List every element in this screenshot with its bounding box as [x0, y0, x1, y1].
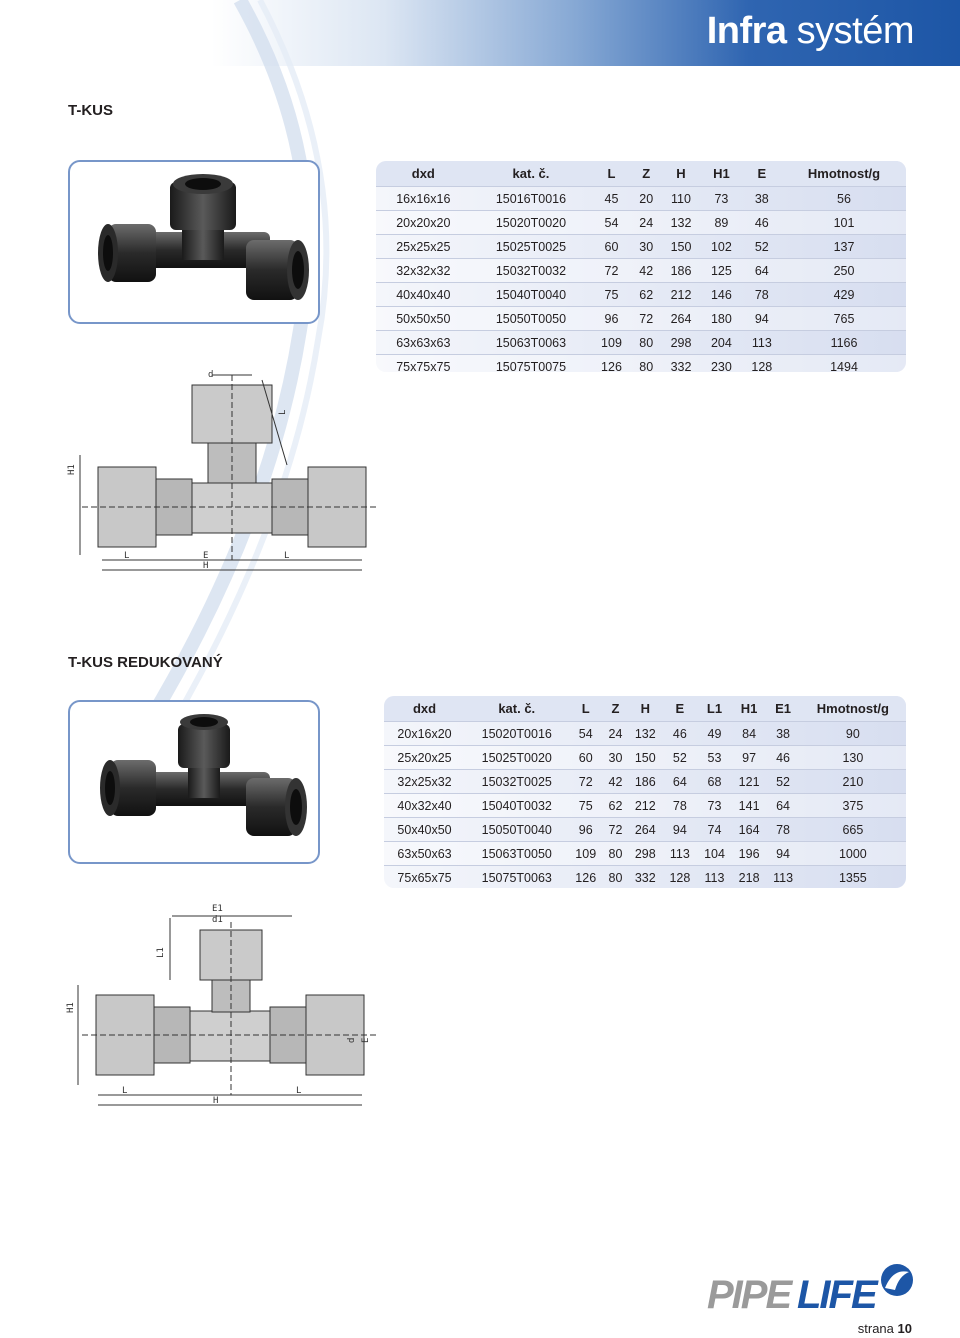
table-cell: 38: [766, 722, 799, 746]
table-cell: 375: [800, 794, 906, 818]
table-cell: 180: [701, 307, 741, 331]
table-cell: 52: [742, 235, 782, 259]
page-header: [0, 0, 960, 66]
table-cell: 15025T0020: [465, 746, 568, 770]
table-cell: 64: [663, 770, 698, 794]
table-cell: 15063T0063: [471, 331, 592, 355]
column-header: Hmotnost/g: [800, 696, 906, 722]
table-cell: 150: [661, 235, 701, 259]
table-cell: 109: [591, 331, 631, 355]
table-cell: 62: [603, 794, 628, 818]
table-cell: 230: [701, 355, 741, 373]
table-cell: 250: [782, 259, 906, 283]
table-cell: 20x20x20: [376, 211, 471, 235]
dim-label-h: H: [203, 561, 209, 571]
table-cell: 665: [800, 818, 906, 842]
table-cell: 78: [742, 283, 782, 307]
column-header: L: [568, 696, 603, 722]
table-cell: 50x50x50: [376, 307, 471, 331]
table-cell: 332: [628, 866, 663, 889]
dim-label-e1: E1: [212, 904, 223, 914]
table-cell: 113: [766, 866, 799, 889]
table-cell: 15032T0025: [465, 770, 568, 794]
svg-text:LIFE: LIFE: [797, 1273, 876, 1314]
table-cell: 126: [568, 866, 603, 889]
dim-label-d1: d1: [212, 915, 223, 925]
table-cell: 15040T0032: [465, 794, 568, 818]
table-row: [376, 235, 906, 259]
table-row: [376, 259, 906, 283]
table-cell: 72: [632, 307, 661, 331]
section-title-t-kus-redukovany: T-KUS REDUKOVANÝ: [68, 654, 223, 671]
table-cell: 80: [603, 842, 628, 866]
table-cell: 132: [661, 211, 701, 235]
t-kus-redukovany-table: [384, 696, 906, 888]
table-cell: 54: [591, 211, 631, 235]
table-cell: 80: [632, 331, 661, 355]
table-row: [384, 842, 906, 866]
t-kus-technical-drawing: [62, 355, 382, 580]
table-cell: 62: [632, 283, 661, 307]
table-row: [376, 307, 906, 331]
table-cell: 218: [732, 866, 767, 889]
table-cell: 109: [568, 842, 603, 866]
table-cell: 113: [742, 331, 782, 355]
table-cell: 94: [663, 818, 698, 842]
table-cell: 64: [742, 259, 782, 283]
table-cell: 24: [603, 722, 628, 746]
column-header: E: [663, 696, 698, 722]
column-header: E1: [766, 696, 799, 722]
section-title-t-kus: T-KUS: [68, 102, 113, 119]
dim-label-h-reduced: H: [213, 1096, 219, 1106]
table-cell: 20: [632, 187, 661, 211]
table-cell: 210: [800, 770, 906, 794]
table-cell: 42: [603, 770, 628, 794]
table-cell: 20x16x20: [384, 722, 465, 746]
table-cell: 15075T0075: [471, 355, 592, 373]
table-cell: 80: [632, 355, 661, 373]
table-cell: 25x20x25: [384, 746, 465, 770]
table-cell: 42: [632, 259, 661, 283]
column-header: kat. č.: [465, 696, 568, 722]
table-row: [376, 331, 906, 355]
table-row: [376, 283, 906, 307]
product-image-frame-reduced: [68, 700, 320, 864]
table-row: [376, 211, 906, 235]
table-row: [384, 794, 906, 818]
table-row: [384, 722, 906, 746]
table-cell: 126: [591, 355, 631, 373]
table-cell: 15032T0032: [471, 259, 592, 283]
dim-label-l: L: [278, 409, 288, 415]
table-cell: 68: [697, 770, 732, 794]
column-header: L1: [697, 696, 732, 722]
table-cell: 52: [663, 746, 698, 770]
table-cell: 102: [701, 235, 741, 259]
table-cell: 186: [661, 259, 701, 283]
table-cell: 101: [782, 211, 906, 235]
dim-label-l-left: L: [124, 551, 130, 561]
dim-label-h1-reduced: H1: [66, 1002, 76, 1013]
table-cell: 186: [628, 770, 663, 794]
page-label: strana: [857, 1321, 894, 1336]
table-cell: 104: [697, 842, 732, 866]
column-header: H: [628, 696, 663, 722]
table-cell: 40x32x40: [384, 794, 465, 818]
table-cell: 164: [732, 818, 767, 842]
table-cell: 15020T0020: [471, 211, 592, 235]
table-cell: 30: [603, 746, 628, 770]
table-cell: 298: [661, 331, 701, 355]
table-cell: 96: [591, 307, 631, 331]
table-cell: 75x75x75: [376, 355, 471, 373]
table-cell: 196: [732, 842, 767, 866]
table-cell: 15025T0025: [471, 235, 592, 259]
table-cell: 38: [742, 187, 782, 211]
table-cell: 212: [661, 283, 701, 307]
table-cell: 50x40x50: [384, 818, 465, 842]
dim-label-l-right: L: [284, 551, 290, 561]
table-row: [376, 187, 906, 211]
table-cell: 72: [591, 259, 631, 283]
table-cell: 56: [782, 187, 906, 211]
table-cell: 1000: [800, 842, 906, 866]
table-cell: 298: [628, 842, 663, 866]
table-cell: 90: [800, 722, 906, 746]
table-cell: 16x16x16: [376, 187, 471, 211]
table-cell: 150: [628, 746, 663, 770]
page-number: [858, 1321, 912, 1336]
table-cell: 24: [632, 211, 661, 235]
table-cell: 429: [782, 283, 906, 307]
column-header: E: [742, 161, 782, 187]
table-cell: 46: [663, 722, 698, 746]
table-row: [384, 770, 906, 794]
table-cell: 137: [782, 235, 906, 259]
table-cell: 60: [591, 235, 631, 259]
dim-label-l1: L1: [156, 947, 166, 958]
table-cell: 75x65x75: [384, 866, 465, 889]
table-row: [384, 746, 906, 770]
dim-label-e: E: [203, 551, 209, 561]
table-cell: 80: [603, 866, 628, 889]
table-cell: 25x25x25: [376, 235, 471, 259]
column-header: L: [591, 161, 631, 187]
column-header: Z: [632, 161, 661, 187]
table-cell: 765: [782, 307, 906, 331]
table-cell: 110: [661, 187, 701, 211]
table-cell: 46: [742, 211, 782, 235]
table-cell: 1494: [782, 355, 906, 373]
table-cell: 15075T0063: [465, 866, 568, 889]
table-cell: 113: [663, 842, 698, 866]
t-kus-table: [376, 161, 906, 372]
table-cell: 63x50x63: [384, 842, 465, 866]
table-cell: 15050T0040: [465, 818, 568, 842]
brand-bold: Infra: [706, 10, 787, 52]
table-cell: 49: [697, 722, 732, 746]
table-cell: 15016T0016: [471, 187, 592, 211]
header-title: [707, 10, 914, 53]
table-cell: 204: [701, 331, 741, 355]
table-cell: 46: [766, 746, 799, 770]
table-cell: 264: [628, 818, 663, 842]
dim-label-l-left-reduced: L: [122, 1086, 128, 1096]
table-cell: 94: [742, 307, 782, 331]
dim-label-d-reduced: d: [347, 1037, 357, 1043]
table-cell: 32x32x32: [376, 259, 471, 283]
table-cell: 40x40x40: [376, 283, 471, 307]
table-cell: 72: [568, 770, 603, 794]
table-cell: 63x63x63: [376, 331, 471, 355]
table-cell: 53: [697, 746, 732, 770]
table-cell: 45: [591, 187, 631, 211]
table-cell: 94: [766, 842, 799, 866]
table-cell: 15050T0050: [471, 307, 592, 331]
table-cell: 15063T0050: [465, 842, 568, 866]
table-cell: 73: [701, 187, 741, 211]
table-cell: 15040T0040: [471, 283, 592, 307]
table-cell: 125: [701, 259, 741, 283]
pipelife-logo: [705, 1262, 921, 1314]
page-number-value: 10: [897, 1321, 912, 1336]
dim-label-l-right-reduced: L: [296, 1086, 302, 1096]
table-cell: 128: [742, 355, 782, 373]
table-cell: 146: [701, 283, 741, 307]
reduced-t-piece-photo: [70, 702, 318, 862]
column-header: dxd: [376, 161, 471, 187]
table-row: [384, 866, 906, 889]
table-cell: 132: [628, 722, 663, 746]
table-row: [376, 355, 906, 373]
table-cell: 78: [766, 818, 799, 842]
table-cell: 1355: [800, 866, 906, 889]
table-cell: 54: [568, 722, 603, 746]
table-cell: 75: [591, 283, 631, 307]
table-cell: 32x25x32: [384, 770, 465, 794]
table-cell: 84: [732, 722, 767, 746]
table-cell: 89: [701, 211, 741, 235]
svg-text:PIPE: PIPE: [707, 1273, 791, 1314]
table-cell: 332: [661, 355, 701, 373]
column-header: H1: [701, 161, 741, 187]
t-piece-photo: [70, 162, 318, 322]
table-cell: 72: [603, 818, 628, 842]
column-header: dxd: [384, 696, 465, 722]
brand-light: systém: [796, 10, 914, 52]
t-kus-redukovany-technical-drawing: [62, 900, 382, 1115]
table-cell: 128: [663, 866, 698, 889]
column-header: H1: [732, 696, 767, 722]
table-cell: 130: [800, 746, 906, 770]
column-header: Hmotnost/g: [782, 161, 906, 187]
column-header: kat. č.: [471, 161, 592, 187]
table-cell: 78: [663, 794, 698, 818]
column-header: Z: [603, 696, 628, 722]
table-cell: 30: [632, 235, 661, 259]
table-cell: 64: [766, 794, 799, 818]
table-cell: 96: [568, 818, 603, 842]
table-cell: 141: [732, 794, 767, 818]
table-cell: 113: [697, 866, 732, 889]
table-cell: 1166: [782, 331, 906, 355]
product-image-frame: [68, 160, 320, 324]
table-cell: 97: [732, 746, 767, 770]
table-cell: 264: [661, 307, 701, 331]
dim-label-e-reduced: E: [361, 1037, 371, 1043]
dim-label-d: d: [208, 370, 214, 380]
table-cell: 74: [697, 818, 732, 842]
table-cell: 15020T0016: [465, 722, 568, 746]
dim-label-h1: H1: [67, 464, 77, 475]
table-cell: 75: [568, 794, 603, 818]
table-cell: 212: [628, 794, 663, 818]
table-cell: 73: [697, 794, 732, 818]
table-cell: 121: [732, 770, 767, 794]
table-cell: 52: [766, 770, 799, 794]
column-header: H: [661, 161, 701, 187]
table-cell: 60: [568, 746, 603, 770]
table-row: [384, 818, 906, 842]
